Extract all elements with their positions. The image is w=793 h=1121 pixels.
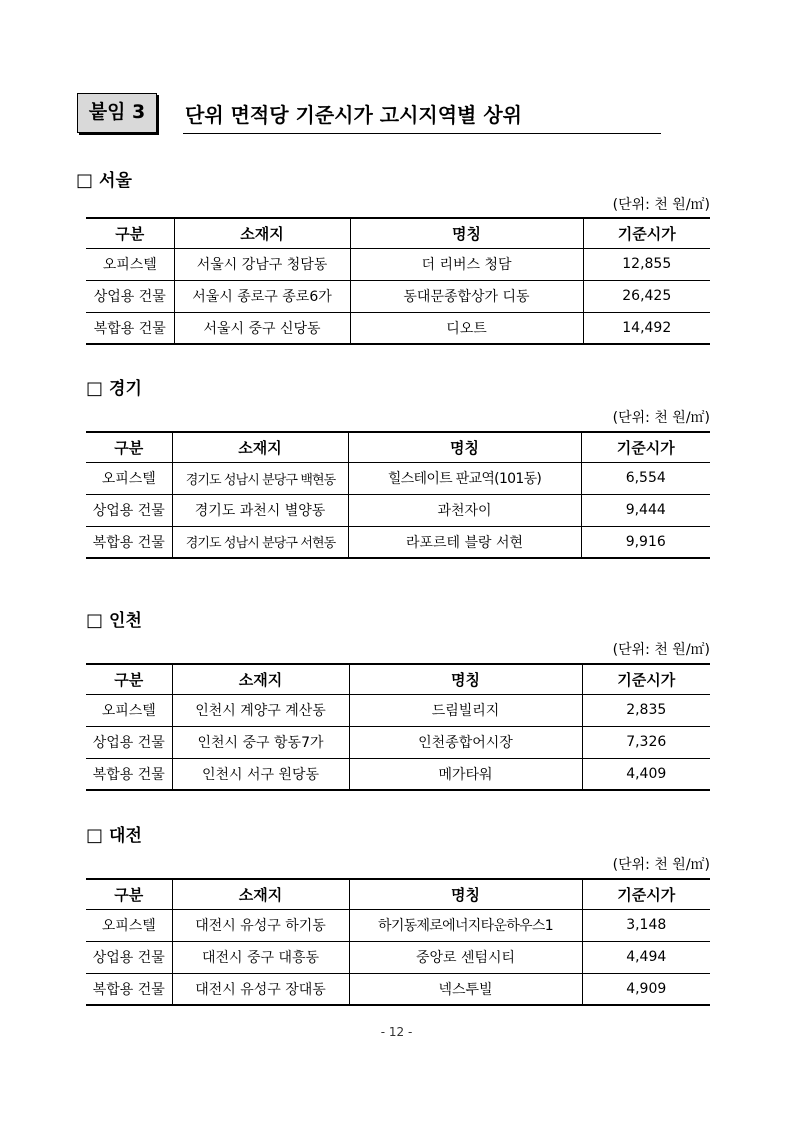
column-header-type: 구분 — [86, 432, 172, 462]
section-title-gyeonggi — [86, 378, 142, 400]
cell-location: 경기도 과천시 별양동 — [172, 494, 348, 526]
section-name: 경기 — [109, 379, 142, 399]
cell-location: 인천시 중구 항동7가 — [172, 726, 349, 758]
cell-type: 오피스텔 — [86, 909, 172, 941]
cell-location: 인천시 계양구 계산동 — [172, 694, 349, 726]
cell-price: 12,855 — [583, 248, 710, 280]
cell-price: 26,425 — [583, 280, 710, 312]
column-header-name: 명칭 — [349, 879, 582, 909]
cell-location: 경기도 성남시 분당구 서현동 — [172, 526, 348, 558]
table-daejeon — [86, 878, 710, 1006]
column-header-type: 구분 — [86, 664, 172, 694]
cell-name: 인천종합어시장 — [349, 726, 582, 758]
section-name: 서울 — [99, 171, 132, 191]
section-name: 대전 — [109, 826, 142, 846]
checkbox-square-icon: □ — [76, 170, 94, 191]
column-header-price: 기준시가 — [581, 432, 710, 462]
cell-location: 인천시 서구 원당동 — [172, 758, 349, 790]
column-header-name: 명칭 — [348, 432, 581, 462]
column-header-name: 명칭 — [350, 218, 583, 248]
section-title-incheon — [86, 610, 142, 632]
column-header-price: 기준시가 — [582, 879, 710, 909]
table-row — [86, 494, 710, 526]
cell-location: 대전시 유성구 하기동 — [172, 909, 349, 941]
table-header-row — [86, 664, 710, 694]
section-title-daejeon — [86, 825, 142, 847]
cell-type: 상업용 건물 — [86, 280, 174, 312]
cell-type: 오피스텔 — [86, 694, 172, 726]
cell-price: 4,909 — [582, 973, 710, 1005]
cell-name: 디오트 — [350, 312, 583, 344]
cell-location: 대전시 중구 대흥동 — [172, 941, 349, 973]
cell-location: 서울시 강남구 청담동 — [174, 248, 350, 280]
table-row — [86, 248, 710, 280]
unit-label: (단위: 천 원/㎡) — [612, 410, 710, 426]
cell-price: 4,494 — [582, 941, 710, 973]
column-header-location: 소재지 — [174, 218, 350, 248]
cell-type: 복합용 건물 — [86, 526, 172, 558]
table-header-row — [86, 218, 710, 248]
cell-name: 더 리버스 청담 — [350, 248, 583, 280]
cell-type: 오피스텔 — [86, 462, 172, 494]
unit-label: (단위: 천 원/㎡) — [612, 197, 710, 213]
column-header-price: 기준시가 — [582, 664, 710, 694]
cell-name: 메가타워 — [349, 758, 582, 790]
cell-price: 14,492 — [583, 312, 710, 344]
cell-name: 힐스테이트 판교역(101동) — [348, 462, 581, 494]
document-header — [77, 93, 661, 135]
table-seoul — [86, 217, 710, 345]
table-header-row — [86, 879, 710, 909]
attachment-badge: 붙임 3 — [77, 93, 157, 133]
checkbox-square-icon: □ — [86, 825, 104, 846]
cell-type: 상업용 건물 — [86, 941, 172, 973]
cell-price: 3,148 — [582, 909, 710, 941]
column-header-location: 소재지 — [172, 664, 349, 694]
cell-name: 중앙로 센텀시티 — [349, 941, 582, 973]
checkbox-square-icon: □ — [86, 610, 104, 631]
table-gyeonggi — [86, 431, 710, 559]
table-row — [86, 526, 710, 558]
page-title: 단위 면적당 기준시가 고시지역별 상위 — [183, 97, 661, 134]
cell-location: 서울시 종로구 종로6가 — [174, 280, 350, 312]
table-incheon — [86, 663, 710, 791]
cell-type: 오피스텔 — [86, 248, 174, 280]
checkbox-square-icon: □ — [86, 378, 104, 399]
table-row — [86, 694, 710, 726]
cell-type: 복합용 건물 — [86, 758, 172, 790]
table-row — [86, 973, 710, 1005]
cell-name: 과천자이 — [348, 494, 581, 526]
unit-label: (단위: 천 원/㎡) — [612, 857, 710, 873]
cell-location: 경기도 성남시 분당구 백현동 — [172, 462, 348, 494]
column-header-price: 기준시가 — [583, 218, 710, 248]
section-name: 인천 — [109, 611, 142, 631]
table-row — [86, 312, 710, 344]
column-header-type: 구분 — [86, 879, 172, 909]
column-header-location: 소재지 — [172, 879, 349, 909]
table-row — [86, 462, 710, 494]
column-header-type: 구분 — [86, 218, 174, 248]
cell-name: 하기동제로에너지타운하우스1 — [349, 909, 582, 941]
table-row — [86, 726, 710, 758]
cell-name: 드림빌리지 — [349, 694, 582, 726]
cell-price: 6,554 — [581, 462, 710, 494]
table-row — [86, 280, 710, 312]
table-row — [86, 941, 710, 973]
table-header-row — [86, 432, 710, 462]
cell-type: 복합용 건물 — [86, 312, 174, 344]
column-header-name: 명칭 — [349, 664, 582, 694]
table-row — [86, 909, 710, 941]
table-row — [86, 758, 710, 790]
unit-label: (단위: 천 원/㎡) — [612, 642, 710, 658]
cell-type: 복합용 건물 — [86, 973, 172, 1005]
column-header-location: 소재지 — [172, 432, 348, 462]
cell-location: 대전시 유성구 장대동 — [172, 973, 349, 1005]
cell-name: 라포르테 블랑 서현 — [348, 526, 581, 558]
cell-location: 서울시 중구 신당동 — [174, 312, 350, 344]
cell-type: 상업용 건물 — [86, 726, 172, 758]
cell-price: 4,409 — [582, 758, 710, 790]
page-number: - 12 - — [380, 1025, 413, 1039]
cell-name: 넥스투빌 — [349, 973, 582, 1005]
cell-price: 2,835 — [582, 694, 710, 726]
section-title-seoul — [76, 170, 132, 192]
cell-price: 9,916 — [581, 526, 710, 558]
cell-price: 7,326 — [582, 726, 710, 758]
cell-name: 동대문종합상가 디동 — [350, 280, 583, 312]
cell-price: 9,444 — [581, 494, 710, 526]
cell-type: 상업용 건물 — [86, 494, 172, 526]
